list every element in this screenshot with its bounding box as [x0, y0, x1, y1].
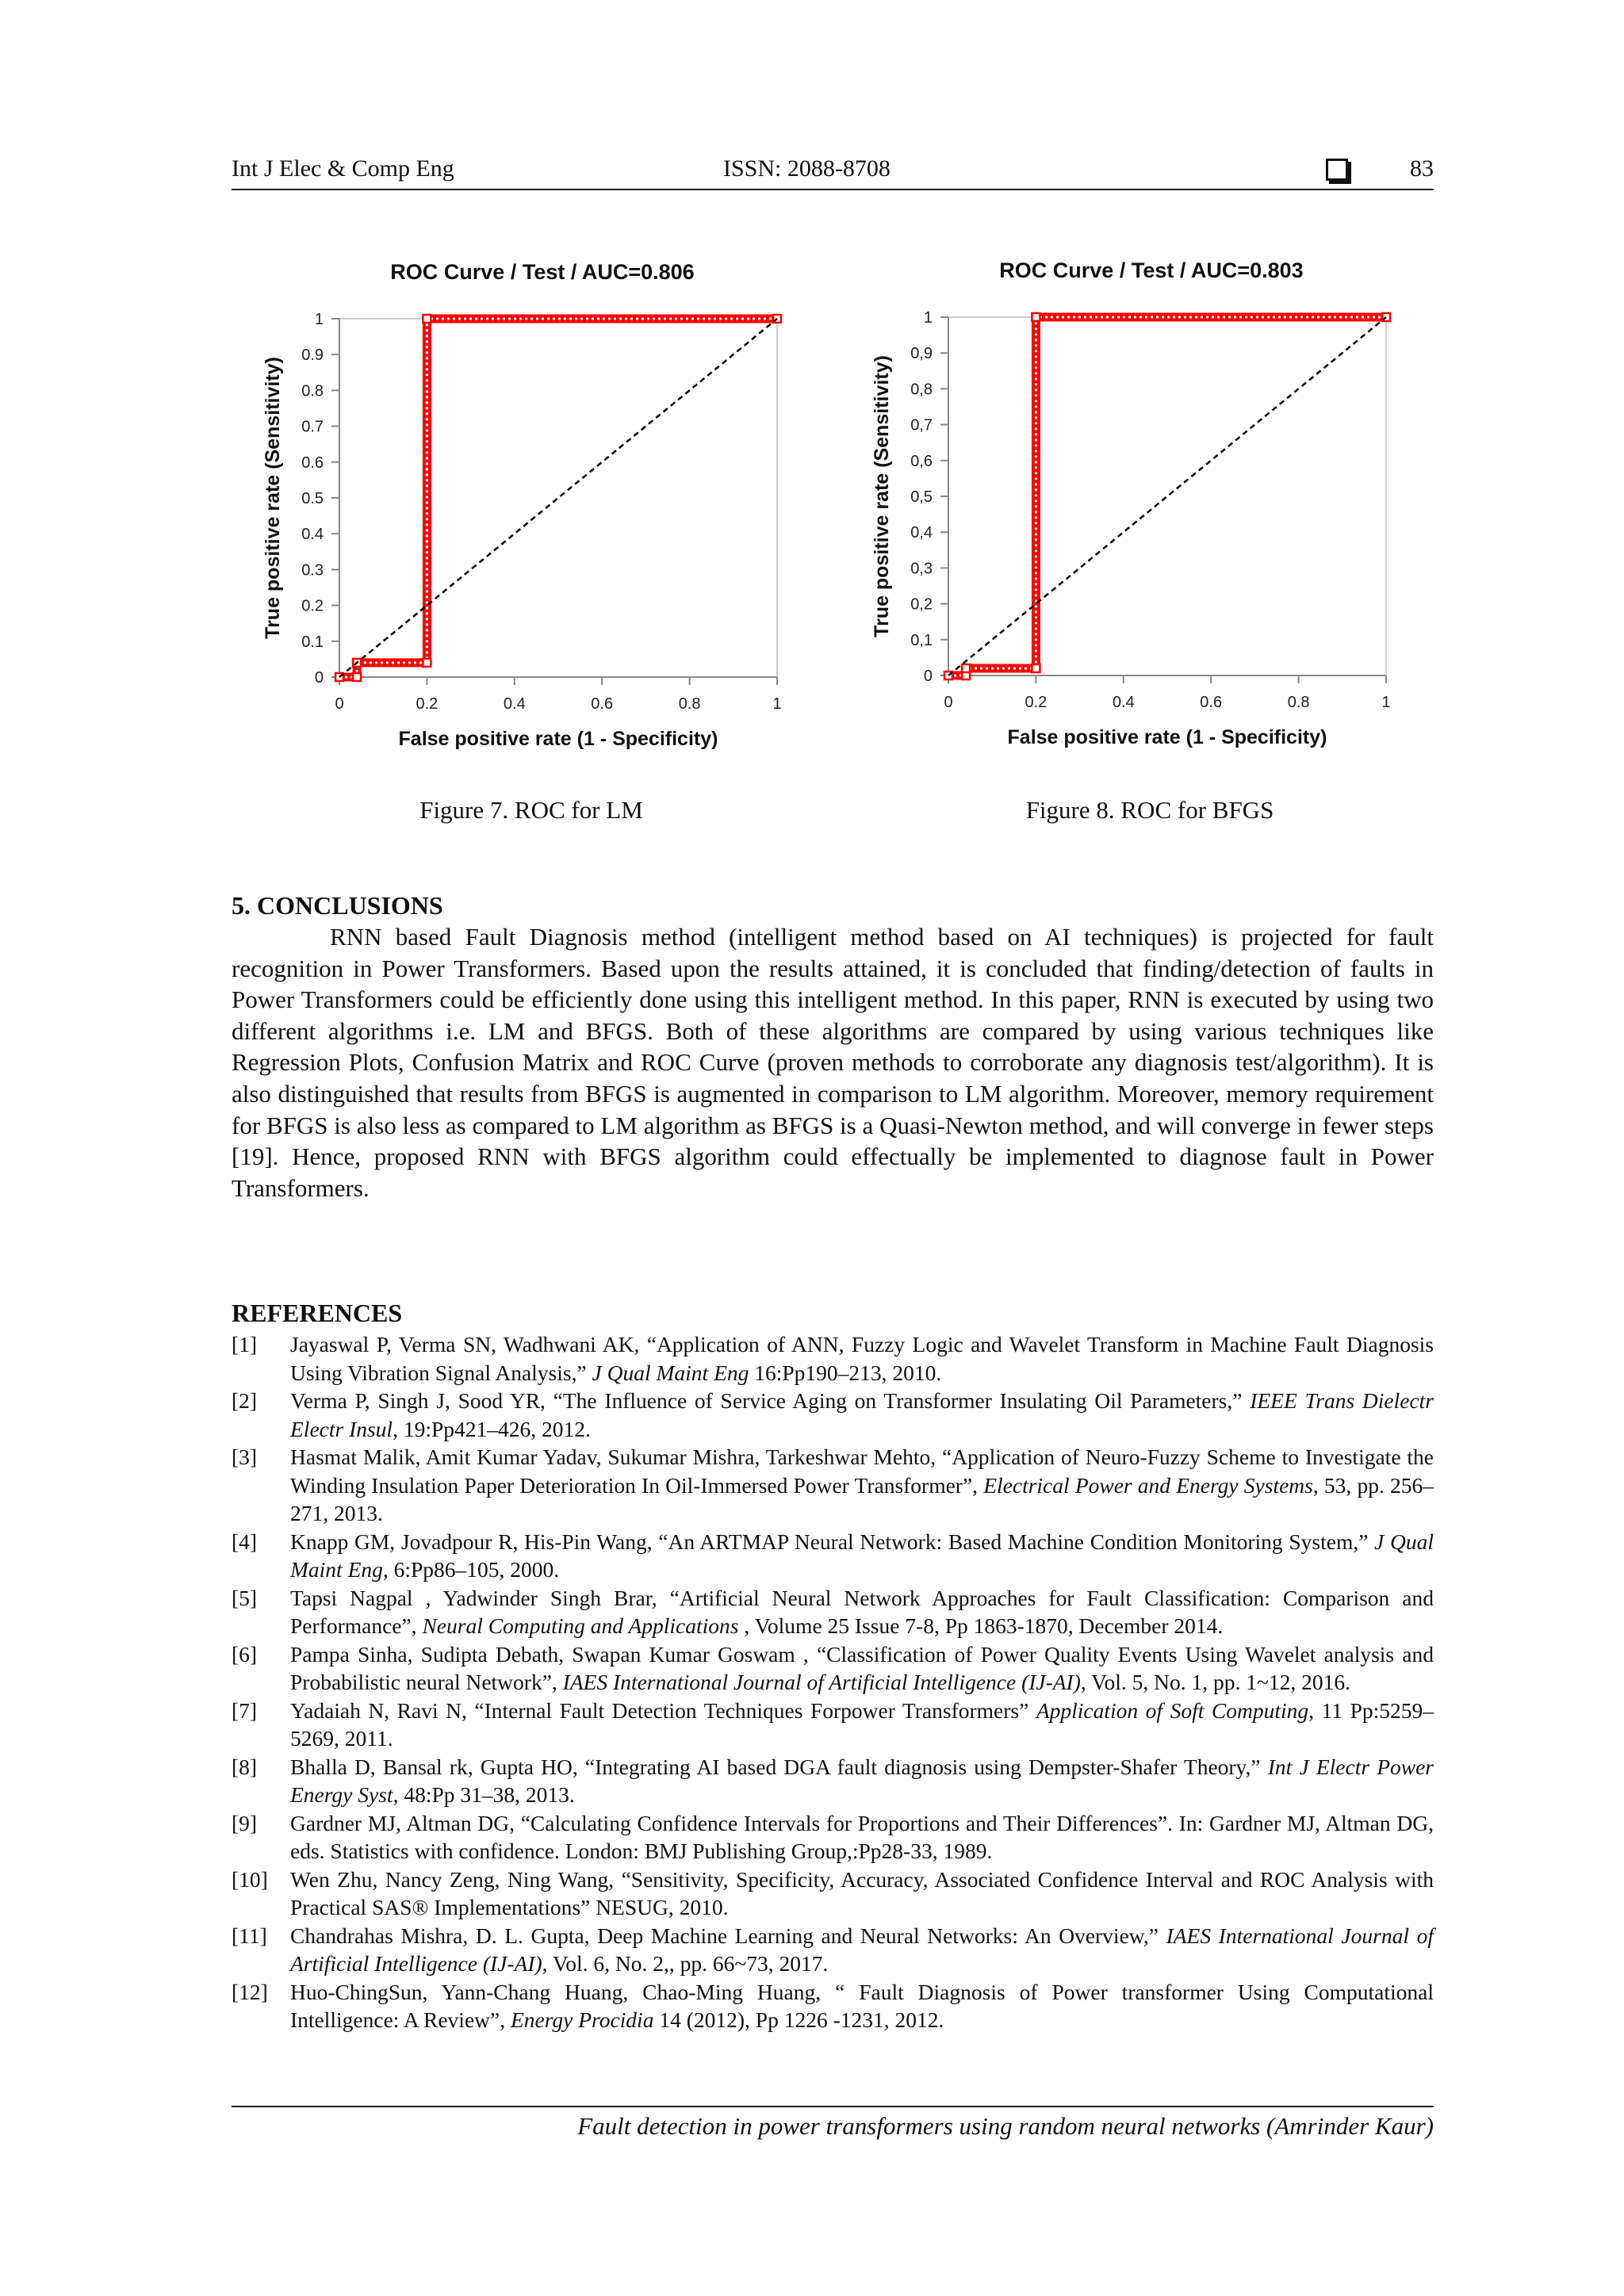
reference-text [290, 1584, 1434, 1640]
figure-7-caption: Figure 7. ROC for LM [419, 796, 643, 824]
y-tick-label: 0.9 [301, 346, 324, 365]
reference-text-main: Knapp GM, Jovadpour R, His-Pin Wang, “An ARTMAP Neural Network: Based Machine Condition Monitoring System,” [290, 1529, 1375, 1554]
running-footer: Fault detection in power transformers using random neural networks (Amrinder Kaur) [577, 2112, 1434, 2140]
reference-number: [1] [232, 1332, 258, 1357]
reference-text-main: Yadaiah N, Ravi N, “Internal Fault Detection Techniques Forpower Transformers” [290, 1697, 1036, 1723]
reference-text [290, 1753, 1434, 1809]
reference-item [232, 1640, 1434, 1697]
reference-text [290, 1387, 1434, 1443]
x-tick-label: 1 [772, 695, 782, 713]
reference-number: [8] [232, 1754, 258, 1779]
reference-source: IAES International Journal of Artificial Intelligence (IJ-AI), [290, 1923, 1434, 1976]
y-tick-label: 0 [314, 669, 324, 687]
x-tick-label: 0.2 [1025, 694, 1048, 711]
y-tick-label: 0,2 [910, 595, 933, 614]
x-tick-label: 0.6 [1200, 694, 1223, 711]
reference-number: [3] [232, 1445, 258, 1469]
reference-text-tail: , 53, pp. 256–271, 2013. [290, 1472, 1434, 1525]
chart-title: ROC Curve / Test / AUC=0.803 [999, 258, 1304, 282]
roc-chart-lm [254, 246, 809, 769]
reference-source: Application of Soft Computing [1036, 1697, 1309, 1723]
x-axis-label: False positive rate (1 - Specificity) [398, 728, 718, 750]
y-tick-label: 0,8 [910, 381, 933, 399]
y-tick-label: 0.7 [301, 418, 324, 436]
reference-source: Electrical Power and Energy Systems [983, 1472, 1313, 1498]
x-tick-label: 0 [335, 695, 344, 713]
reference-item [232, 1753, 1434, 1809]
roc-point [962, 664, 970, 672]
page-number: 83 [1410, 155, 1434, 182]
y-tick-label: 0.6 [301, 453, 324, 472]
chart-title: ROC Curve / Test / AUC=0.806 [390, 260, 695, 284]
page-header [232, 155, 1434, 187]
y-tick-label: 0.8 [301, 382, 324, 400]
reference-item [232, 1978, 1434, 2034]
reference-number: [10] [232, 1866, 268, 1892]
y-tick-label: 0.5 [301, 490, 324, 507]
roc-point [1032, 313, 1040, 321]
reference-item [232, 1809, 1434, 1866]
roc-point [1032, 664, 1040, 672]
x-tick-label: 0.6 [591, 695, 614, 713]
conclusions-paragraph: RNN based Fault Diagnosis method (intelligent method based on AI techniques) is projected for fault recognition in Power Transformers. Based upon the results attained, it is concluded that finding/detection of faults in Power Transformers could be efficiently done using this intelligent method. In this paper, RNN is executed by using two different algorithms i.e. LM and BFGS. Both of these algorithms are compared by using various techniques like Regression Plots, Confusion Matrix and ROC Curve (proven methods to corroborate any diagnosis test/algorithm). It is also distinguished that results from BFGS is augmented in comparison to LM algorithm. Moreover, memory requirement for BFGS is also less as compared to LM algorithm as BFGS is a Quasi-Newton method, and will converge in fewer steps [19]. Hence, proposed RNN with BFGS algorithm could effectually be implemented to diagnose fault in Power Transformers. [232, 923, 1434, 1202]
reference-number: [11] [232, 1923, 267, 1948]
y-tick-label: 0.3 [301, 561, 324, 580]
reference-source: J Qual Maint Eng [592, 1360, 749, 1385]
reference-text-main: Verma P, Singh J, Sood YR, “The Influence of Service Aging on Transformer Insulating Oil Parameters,” [290, 1388, 1251, 1413]
x-tick-label: 0.4 [503, 695, 526, 713]
y-tick-label: 0,1 [910, 631, 933, 649]
y-tick-label: 1 [314, 311, 324, 328]
reference-text-tail: , Vol. 5, No. 1, pp. 1~12, 2016. [1080, 1670, 1350, 1694]
reference-source: IAES International Journal of Artificial Intelligence (IJ-AI) [562, 1670, 1081, 1694]
reference-text [290, 1330, 1434, 1387]
x-tick-label: 1 [1381, 694, 1391, 711]
roc-point [423, 659, 431, 667]
reference-text [290, 1978, 1434, 2034]
reference-text-main: Wen Zhu, Nancy Zeng, Ning Wang, “Sensitivity, Specificity, Accuracy, Associated Confidence Interval and ROC Analysis with Practical SAS® Implementations” NESUG, 2010. [290, 1866, 1434, 1919]
y-tick-label: 0,6 [910, 452, 933, 470]
x-axis-label: False positive rate (1 - Specificity) [1007, 726, 1327, 748]
y-tick-label: 0,9 [910, 345, 933, 363]
reference-text-main: Chandrahas Mishra, D. L. Gupta, Deep Machine Learning and Neural Networks: An Overview,” [290, 1923, 1166, 1948]
roc-chart-bfgs [863, 244, 1418, 767]
y-tick-label: 0.2 [301, 597, 324, 615]
y-tick-label: 0,4 [910, 524, 933, 542]
references-title: REFERENCES [232, 1299, 403, 1327]
reference-text [290, 1697, 1434, 1753]
reference-text-tail: 19:Pp421–426, 2012. [397, 1416, 591, 1441]
y-axis-label: True positive rate (Sensitivity) [262, 357, 284, 639]
reference-source: IEEE Trans Dielectr Electr Insul, [290, 1388, 1434, 1441]
y-tick-label: 0,7 [910, 416, 933, 434]
reference-number: [7] [232, 1697, 258, 1723]
x-tick-label: 0.2 [416, 695, 439, 713]
reference-source: Neural Computing and Applications [422, 1613, 739, 1638]
reference-text-tail: 16:Pp190–213, 2010. [749, 1360, 942, 1385]
reference-number: [12] [232, 1979, 268, 2004]
x-tick-label: 0.8 [678, 695, 701, 713]
reference-item [232, 1584, 1434, 1640]
figure-7-chart [254, 246, 809, 769]
y-tick-label: 1 [923, 309, 933, 327]
reference-source: Energy Procidia [510, 2007, 654, 2032]
reference-text-tail: 14 (2012), Pp 1226 -1231, 2012. [653, 2007, 944, 2032]
square-icon [1326, 159, 1348, 181]
reference-text [290, 1640, 1434, 1697]
random-classifier-line [339, 319, 777, 677]
reference-source: Int J Electr Power Energy Syst [290, 1754, 1434, 1807]
reference-item [232, 1387, 1434, 1443]
reference-item [232, 1866, 1434, 1922]
header-rule [232, 189, 1434, 190]
reference-item [232, 1443, 1434, 1528]
roc-point [353, 673, 361, 681]
reference-text-main: Tapsi Nagpal , Yadwinder Singh Brar, “Artificial Neural Network Approaches for Fault Classification: Comparison and Performance”, [290, 1585, 1434, 1638]
reference-item [232, 1922, 1434, 1978]
reference-number: [9] [232, 1810, 258, 1835]
reference-text [290, 1528, 1434, 1584]
footer-rule [232, 2106, 1434, 2107]
reference-number: [6] [232, 1641, 258, 1667]
reference-text [290, 1922, 1434, 1978]
x-tick-label: 0 [944, 694, 953, 711]
reference-text-main: Bhalla D, Bansal rk, Gupta HO, “Integrating AI based DGA fault diagnosis using Dempster-Shafer Theory,” [290, 1754, 1268, 1779]
roc-point [423, 315, 431, 323]
y-tick-label: 0 [923, 668, 933, 685]
x-tick-label: 0.4 [1112, 694, 1135, 711]
reference-list [232, 1330, 1434, 2034]
reference-text [290, 1809, 1434, 1866]
x-tick-label: 0.8 [1287, 694, 1310, 711]
reference-item [232, 1330, 1434, 1387]
figure-8-caption: Figure 8. ROC for BFGS [1025, 796, 1274, 824]
reference-text-main: Hasmat Malik, Amit Kumar Yadav, Sukumar Mishra, Tarkeshwar Mehto, “Application of Neuro-Fuzzy Scheme to Investigate the Winding Insulation Paper Deterioration In Oil-Immersed Power Transformer”, [290, 1445, 1434, 1498]
reference-text-main: Gardner MJ, Altman DG, “Calculating Confidence Intervals for Proportions and Their Differences”. In: Gardner MJ, Altman DG, eds. Statistics with confidence. London: BMJ Publishing Group,:Pp28-33, 1989. [290, 1810, 1434, 1863]
reference-item [232, 1697, 1434, 1753]
reference-item [232, 1528, 1434, 1584]
reference-text-tail: , 11 Pp:5259–5269, 2011. [290, 1697, 1434, 1751]
reference-text-main: Pampa Sinha, Sudipta Debath, Swapan Kumar Goswam , “Classification of Power Quality Events Using Wavelet analysis and Probabilistic neural Network”, [290, 1641, 1434, 1694]
y-tick-label: 0.1 [301, 633, 324, 651]
reference-number: [5] [232, 1585, 258, 1610]
reference-source: J Qual Maint Eng [290, 1529, 1434, 1582]
journal-name: Int J Elec & Comp Eng [232, 155, 454, 182]
random-classifier-line [948, 317, 1386, 675]
issn: ISSN: 2088-8708 [723, 155, 891, 182]
y-tick-label: 0.4 [301, 526, 324, 544]
reference-text-main: Jayaswal P, Verma SN, Wadhwani AK, “Application of ANN, Fuzzy Logic and Wavelet Transform in Machine Fault Diagnosis Using Vibration Signal Analysis,” [290, 1332, 1434, 1385]
reference-text [290, 1866, 1434, 1922]
y-tick-label: 0,3 [910, 560, 933, 578]
reference-text-tail: , Volume 25 Issue 7-8, Pp 1863-1870, December 2014. [738, 1613, 1224, 1638]
reference-number: [4] [232, 1529, 258, 1554]
figure-8-chart [863, 244, 1418, 767]
section-title: 5. CONCLUSIONS [232, 891, 443, 920]
reference-text [290, 1443, 1434, 1528]
reference-text-tail: , 6:Pp86–105, 2000. [382, 1557, 560, 1582]
reference-text-tail: , 48:Pp 31–38, 2013. [393, 1782, 575, 1807]
y-tick-label: 0,5 [910, 488, 933, 506]
reference-text-tail: Vol. 6, No. 2,, pp. 66~73, 2017. [547, 1951, 829, 1976]
y-axis-label: True positive rate (Sensitivity) [871, 355, 893, 637]
reference-text-main: Huo-ChingSun, Yann-Chang Huang, Chao-Ming Huang, “ Fault Diagnosis of Power transformer Using Computational Intelligence: A Review”, [290, 1979, 1434, 2032]
reference-number: [2] [232, 1388, 258, 1413]
